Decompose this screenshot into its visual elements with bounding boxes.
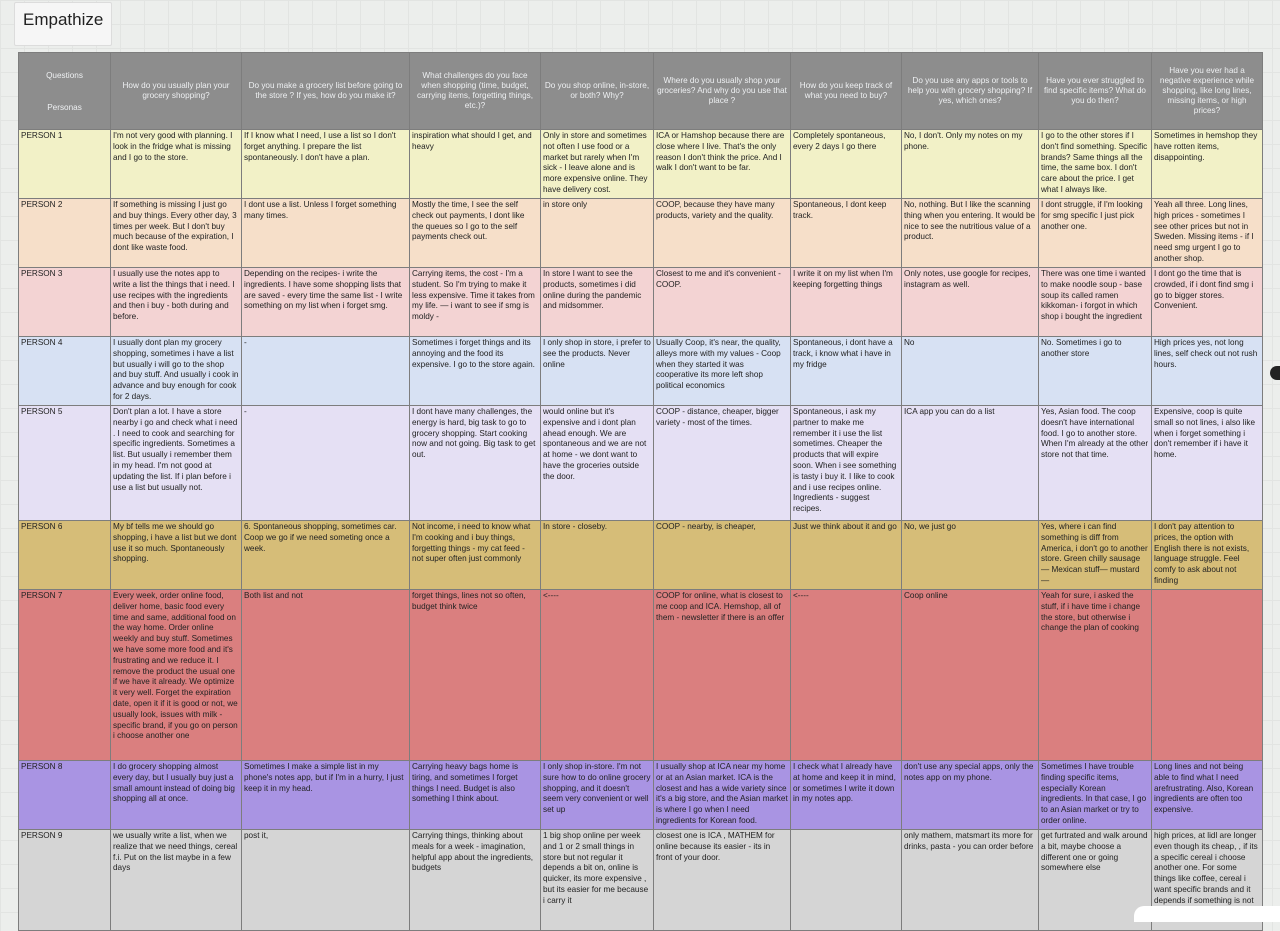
answer-cell[interactable]: - — [242, 337, 410, 406]
corner-header — [19, 53, 111, 130]
persona-label[interactable]: PERSON 5 — [19, 406, 111, 521]
answer-cell[interactable]: I only shop in-store. I'm not sure how to do online grocery shopping, and it doesn't seem very convenient or well set up — [541, 761, 654, 830]
answer-cell[interactable]: Coop online — [902, 590, 1039, 761]
answer-cell[interactable]: In store - closeby. — [541, 521, 654, 590]
answer-cell[interactable]: Spontaneous, i dont have a track, i know what i have in my fridge — [791, 337, 902, 406]
answer-cell[interactable]: I check what I already have at home and keep it in mind, or sometimes I write it down in my notes app. — [791, 761, 902, 830]
answer-cell[interactable]: No. Sometimes i go to another store — [1039, 337, 1152, 406]
answer-cell[interactable]: High prices yes, not long lines, self check out not rush hours. — [1152, 337, 1263, 406]
persona-row — [19, 268, 1263, 337]
answer-cell[interactable]: Carrying items, the cost - I'm a student. So I'm trying to make it less expensive. Time it takes from my life. — i want to see if smg is moldy - — [410, 268, 541, 337]
persona-row — [19, 761, 1263, 830]
question-header[interactable]: Have you ever struggled to find specific items? What do you do then? — [1039, 53, 1152, 130]
answer-cell[interactable]: Spontaneous, I dont keep track. — [791, 199, 902, 268]
persona-row — [19, 199, 1263, 268]
answer-cell[interactable]: Yes, Asian food. The coop doesn't have international food. I go to another store. When I'm already at the other store not that time. — [1039, 406, 1152, 521]
answer-cell[interactable]: forget things, lines not so often, budget think twice — [410, 590, 541, 761]
answer-cell[interactable]: inspiration what should I get, and heavy — [410, 130, 541, 199]
answer-cell[interactable]: only mathem, matsmart its more for drinks, pasta - you can order before — [902, 830, 1039, 931]
answer-cell[interactable]: Completely spontaneous, every 2 days I go there — [791, 130, 902, 199]
persona-row — [19, 830, 1263, 931]
question-header[interactable]: Do you use any apps or tools to help you with grocery shopping? If yes, which ones? — [902, 53, 1039, 130]
answer-cell[interactable]: Sometimes in hemshop they have rotten items, disappointing. — [1152, 130, 1263, 199]
answer-cell[interactable]: Usually Coop, it's near, the quality, alleys more with my values - Coop when they started it was cooperative its more left shop political economics — [654, 337, 791, 406]
answer-cell[interactable]: I only shop in store, i prefer to see the products. Never online — [541, 337, 654, 406]
question-header[interactable]: How do you usually plan your grocery shopping? — [111, 53, 242, 130]
answer-cell[interactable]: No — [902, 337, 1039, 406]
persona-row — [19, 521, 1263, 590]
answer-cell[interactable]: Carrying heavy bags home is tiring, and sometimes I forget things I need. Budget is also something I think about. — [410, 761, 541, 830]
answer-cell[interactable]: Spontaneous, i ask my partner to make me remember it i use the list sometimes. Cheaper the products that will expire soon. When i see something is tasty i buy it. I like to cook and i use recipes online. Ingredients - suggest recipes. — [791, 406, 902, 521]
persona-label[interactable]: PERSON 1 — [19, 130, 111, 199]
answer-cell[interactable]: I do grocery shopping almost every day, but I usually buy just a small amount instead of doing big shopping all at once. — [111, 761, 242, 830]
answer-cell[interactable]: COOP, because they have many products, variety and the quality. — [654, 199, 791, 268]
answer-cell[interactable]: If I know what I need, I use a list so I don't forget anything. I prepare the list spontaneously. I don't have a plan. — [242, 130, 410, 199]
answer-cell[interactable]: I go to the other stores if I don't find something. Specific brands? Same things all the time, the same box. I don't care about the price. I get what I always like. — [1039, 130, 1152, 199]
answer-cell[interactable]: Mostly the time, I see the self check out payments, I dont like the queues so I go to the self payments check out. — [410, 199, 541, 268]
frame-title[interactable]: Empathize — [14, 2, 112, 46]
side-panel-handle[interactable] — [1270, 366, 1280, 380]
answer-cell[interactable]: Depending on the recipes- i write the ingredients. I have some shopping lists that are saved - every time the same list - I write something on my list when i forget smg. — [242, 268, 410, 337]
persona-label[interactable]: PERSON 3 — [19, 268, 111, 337]
answer-cell[interactable]: Sometimes I make a simple list in my phone's notes app, but if I'm in a hurry, I just keep it in my head. — [242, 761, 410, 830]
question-header[interactable]: Do you make a grocery list before going to the store ? If yes, how do you make it? — [242, 53, 410, 130]
answer-cell[interactable]: No, we just go — [902, 521, 1039, 590]
answer-cell[interactable]: I usually shop at ICA near my home or at an Asian market. ICA is the closest and has a wide variety since it's a big store, and the Asian market is where I go when I need ingredients for Korean food. — [654, 761, 791, 830]
answer-cell[interactable]: If something is missing I just go and buy things. Every other day, 3 times per week. But I don't buy much because of the expiration, I dont like waste food. — [111, 199, 242, 268]
answer-cell[interactable]: Closest to me and it's convenient - COOP. — [654, 268, 791, 337]
answer-cell[interactable]: Only in store and sometimes not often I use food or a market but rarely when I'm sick - I leave alone and is more expensive online. They have delivery cost. — [541, 130, 654, 199]
answer-cell[interactable]: Expensive, coop is quite small so not lines, i also like when i forget something i don't remember if i have it home. — [1152, 406, 1263, 521]
answer-cell[interactable]: In store I want to see the products, sometimes i did online during the pandemic and midsommer. — [541, 268, 654, 337]
answer-cell[interactable]: I usually use the notes app to write a list the things that i need. I use recipes with the ingredients and then i buy - both during and before. — [111, 268, 242, 337]
answer-cell[interactable]: Sometimes i forget things and its annoying and the food its expensive. I go to the store again. — [410, 337, 541, 406]
answer-cell[interactable]: Carrying things, thinking about meals for a week - imagination, helpful app about the ingredients, budgets — [410, 830, 541, 931]
answer-cell[interactable]: Both list and not — [242, 590, 410, 761]
question-header[interactable]: Where do you usually shop your groceries? And why do you use that place ? — [654, 53, 791, 130]
answer-cell[interactable]: 1 big shop online per week and 1 or 2 small things in store but not regular it depends a bit on, online is quicker, its more expensive , but its easier for me because i carry it — [541, 830, 654, 931]
question-header[interactable]: How do you keep track of what you need to buy? — [791, 53, 902, 130]
persona-label[interactable]: PERSON 2 — [19, 199, 111, 268]
answer-cell[interactable]: post it, — [242, 830, 410, 931]
answer-cell[interactable]: we usually write a list, when we realize that we need things, cereal f.i. Put on the list maybe in a few days — [111, 830, 242, 931]
answer-cell[interactable]: ICA app you can do a list — [902, 406, 1039, 521]
questions-label: Questions — [46, 71, 83, 80]
answer-cell[interactable]: would online but it's expensive and i dont plan ahead enough. We are spontaneous and we are not at home - we dont want to have the groceries outside the door. — [541, 406, 654, 521]
persona-label[interactable]: PERSON 6 — [19, 521, 111, 590]
answer-cell[interactable]: Yes, where i can find something is diff from America, i don't go to another store. Green chilly sausage — Mexican stuff— mustard — — [1039, 521, 1152, 590]
header-row — [19, 53, 1263, 130]
answer-cell[interactable] — [1152, 590, 1263, 761]
bottom-right-panel — [1134, 906, 1280, 922]
personas-label: Personas — [47, 103, 82, 112]
answer-cell[interactable]: <---- — [541, 590, 654, 761]
answer-cell[interactable]: ICA or Hamshop because there are close where I live. That's the only reason I don't think the price. And I walk I don't want to be far. — [654, 130, 791, 199]
answer-cell[interactable]: don't use any special apps, only the notes app on my phone. — [902, 761, 1039, 830]
question-header[interactable]: What challenges do you face when shopping (time, budget, carrying items, forgetting things, etc.)? — [410, 53, 541, 130]
persona-row — [19, 337, 1263, 406]
question-header[interactable]: Have you ever had a negative experience while shopping, like long lines, missing items, or high prices? — [1152, 53, 1263, 130]
persona-row — [19, 406, 1263, 521]
question-header[interactable]: Do you shop online, in-store, or both? Why? — [541, 53, 654, 130]
persona-label[interactable]: PERSON 9 — [19, 830, 111, 931]
answer-cell[interactable]: Every week, order online food, deliver home, basic food every time and same, additional food on the way home. Order online weekly and buy stuff. Sometimes we have some more food and it's frustrating and we reduce it. I remove the product the usual one if we have it already. We optimize it very well. Forget the expiration date, open it if it is good or not, we usually look, issues with milk - specific brand, if you go on person i choose another one — [111, 590, 242, 761]
answer-cell[interactable]: get furtrated and walk around a bit, maybe choose a different one or going somewhere else — [1039, 830, 1152, 931]
persona-row — [19, 590, 1263, 761]
answer-cell[interactable]: I dont use a list. Unless I forget something many times. — [242, 199, 410, 268]
answer-cell[interactable]: I dont go the time that is crowded, if i dont find smg i go to bigger stores. Convenient. — [1152, 268, 1263, 337]
answer-cell[interactable]: COOP - distance, cheaper, bigger variety - most of the times. — [654, 406, 791, 521]
answer-cell[interactable]: Yeah all three. Long lines, high prices - sometimes I see other prices but not in Sweden. Missing items - if I need smg urgent I go to another shop. — [1152, 199, 1263, 268]
answer-cell[interactable]: I usually dont plan my grocery shopping, sometimes i have a list but usually i will go to the shop and buy stuff. And usually i cook in advance and buy enough for cook for 2 days. — [111, 337, 242, 406]
persona-label[interactable]: PERSON 4 — [19, 337, 111, 406]
answer-cell[interactable]: Don't plan a lot. I have a store nearby i go and check what i need . I need to cook and searching for specific ingredients. Sometimes a list. But usually i remember them in my head. I'm not good at updating the list. If i plan before i use a list but usually not. — [111, 406, 242, 521]
persona-label[interactable]: PERSON 8 — [19, 761, 111, 830]
answer-cell[interactable]: I'm not very good with planning. I look in the fridge what is missing and I go to the store. — [111, 130, 242, 199]
answer-cell[interactable]: Yeah for sure, i asked the stuff, if i have time i change the store, but otherwise i change the plan of cooking — [1039, 590, 1152, 761]
answer-cell[interactable]: <---- — [791, 590, 902, 761]
answer-cell[interactable]: My bf tells me we should go shopping, i have a list but we dont use it so much. Spontaneously shopping. — [111, 521, 242, 590]
interview-table — [18, 52, 1263, 931]
answer-cell[interactable]: closest one is ICA , MATHEM for online because its easier - its in front of your door. — [654, 830, 791, 931]
answer-cell[interactable]: in store only — [541, 199, 654, 268]
answer-cell[interactable]: Not income, i need to know what I'm cooking and i buy things, forgetting things - my cat feed - not super often just commonly — [410, 521, 541, 590]
answer-cell[interactable]: high prices, at lidl are longer even though its cheap, , if its a specific cereal i choose another one. For some things like coffee, cereal i want specific brands and it depends if something is not — [1152, 830, 1263, 931]
answer-cell[interactable] — [791, 830, 902, 931]
answer-cell[interactable]: I dont have many challenges, the energy is hard, big task to go to grocery shopping. Start cooking now and not going. Big task to get out. — [410, 406, 541, 521]
answer-cell[interactable]: There was one time i wanted to make noodle soup - base soup its called ramen kikkoman- i forgot in which shop i bought the ingredient — [1039, 268, 1152, 337]
persona-row — [19, 130, 1263, 199]
answer-cell[interactable]: No, nothing. But I like the scanning thing when you entering. It would be nice to see the nutritious value of a product. — [902, 199, 1039, 268]
answer-cell[interactable]: Only notes, use google for recipes, instagram as well. — [902, 268, 1039, 337]
answer-cell[interactable]: I dont struggle, if I'm looking for smg specific I just pick another one. — [1039, 199, 1152, 268]
persona-label[interactable]: PERSON 7 — [19, 590, 111, 761]
answer-cell[interactable]: Sometimes I have trouble finding specific items, especially Korean ingredients. In that case, I go to an Asian market or try to order online. — [1039, 761, 1152, 830]
answer-cell[interactable]: Just we think about it and go — [791, 521, 902, 590]
answer-cell[interactable]: I don't pay attention to prices, the option with English there is not exists, language struggle. Feel comfy to ask about not finding — [1152, 521, 1263, 590]
answer-cell[interactable]: I write it on my list when I'm keeping forgetting things — [791, 268, 902, 337]
answer-cell[interactable]: No, I don't. Only my notes on my phone. — [902, 130, 1039, 199]
answer-cell[interactable]: 6. Spontaneous shopping, sometimes car. Coop we go if we need someting once a week. — [242, 521, 410, 590]
answer-cell[interactable]: - — [242, 406, 410, 521]
answer-cell[interactable]: Long lines and not being able to find what I need arefrustrating. Also, Korean ingredients are often too expensive. — [1152, 761, 1263, 830]
empathy-board — [18, 52, 1262, 918]
answer-cell[interactable]: COOP - nearby, is cheaper, — [654, 521, 791, 590]
answer-cell[interactable]: COOP for online, what is closest to me coop and ICA. Hemshop, all of them - newsletter if there is an offer — [654, 590, 791, 761]
